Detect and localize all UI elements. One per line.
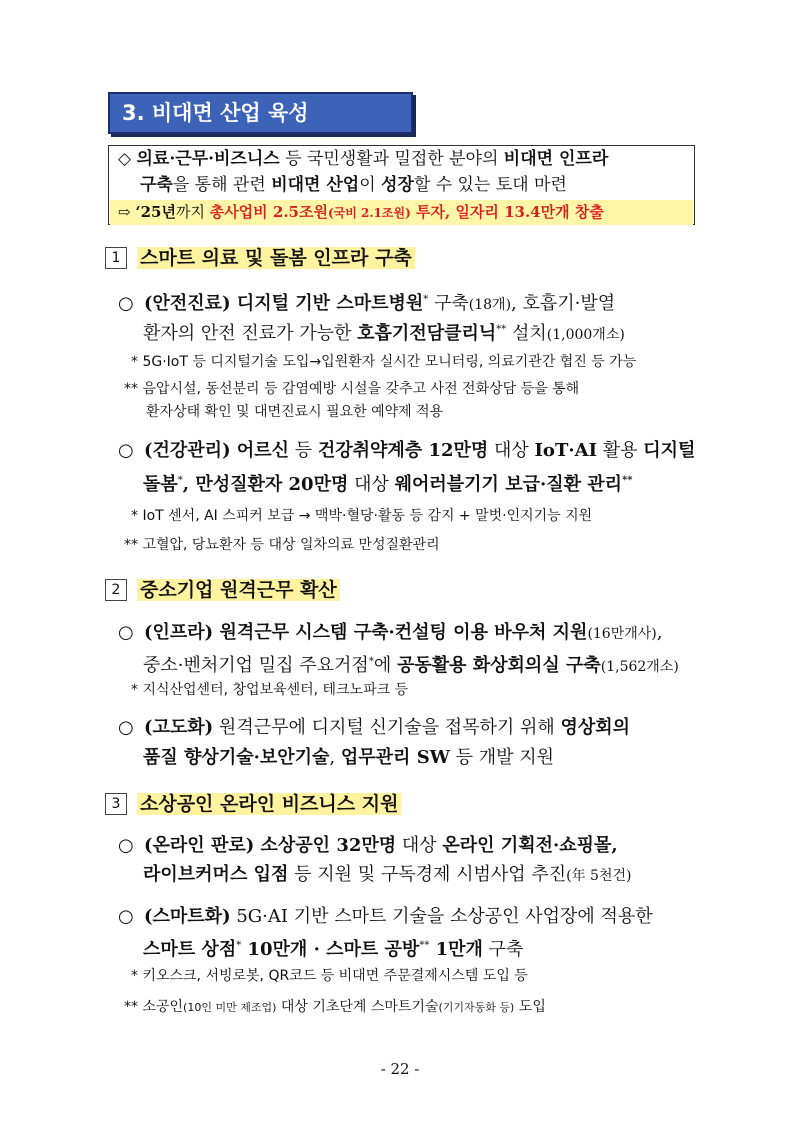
footnote: ** 소공인(10인 미만 제조업) 대상 기초단계 스마트기술(기기자동화 등) 도입 <box>124 999 546 1015</box>
bullet-line: ○ (인프라) 원격근무 시스템 구축·컨설팅 이용 바우처 지원(16만개사), <box>118 622 663 643</box>
bullet-line: 품질 향상기술·보안기술, 업무관리 SW 등 개발 지원 <box>143 747 555 768</box>
bullet-line: ○ (안전진료) 디지털 기반 스마트병원* 구축(18개), 호흡기·발열 <box>118 293 616 314</box>
page-title: 3. 비대면 산업 육성 <box>108 92 413 134</box>
arrow-right-icon: ⇨ <box>118 203 131 221</box>
bullet-line: ○ (건강관리) 어르신 등 건강취약계층 12만명 대상 IoT·AI 활용 디지털 <box>118 440 696 461</box>
footnote: * IoT 센서, AI 스피커 보급 → 맥박·혈당·활동 등 감지 + 말벗·인지기능 지원 <box>131 508 593 524</box>
section-heading-2: 2 중소기업 원격근무 확산 <box>105 577 340 603</box>
footnote: * 키오스크, 서빙로봇, QR코드 등 비대면 주문결제시스템 도입 등 <box>131 968 528 984</box>
section-heading-3: 3 소상공인 온라인 비즈니스 지원 <box>105 791 401 817</box>
page-number: - 22 - <box>380 1060 420 1078</box>
footnote: * 지식산업센터, 창업보육센터, 테크노파크 등 <box>131 682 409 698</box>
bullet-line: ○ (온라인 판로) 소상공인 32만명 대상 온라인 기획전·쇼핑몰, <box>118 835 618 856</box>
footnote: ** 음압시설, 동선분리 등 감염예방 시설을 갖추고 사전 전화상담 등을 통해 <box>124 381 580 397</box>
footnote: * 5G·IoT 등 디지털기술 도입→입원환자 실시간 모니터링, 의료기관간 협진 등 가능 <box>131 354 637 370</box>
bullet-line: 돌봄*, 만성질환자 20만명 대상 웨어러블기기 보급·질환 관리** <box>143 474 633 495</box>
bullet-line: 환자의 안전 진료가 가능한 호흡기전담클리닉** 설치(1,000개소) <box>143 323 625 344</box>
bullet-line: ○ (스마트화) 5G·AI 기반 스마트 기술을 소상공인 사업장에 적용한 <box>118 906 653 927</box>
summary-line-1: ◇ 의료·근무·비즈니스 등 국민생활과 밀접한 분야의 비대면 인프라 <box>118 149 609 169</box>
bullet-line: ○ (고도화) 원격근무에 디지털 신기술을 접목하기 위해 영상회의 <box>118 717 631 738</box>
footnote: 환자상태 확인 및 대면진료시 필요한 예약제 적용 <box>146 404 444 420</box>
diamond-icon: ◇ <box>118 149 132 169</box>
footnote: ** 고혈압, 당뇨환자 등 대상 일차의료 만성질환관리 <box>124 537 440 553</box>
bullet-line: 중소·벤처기업 밀집 주요거점*에 공동활용 화상회의실 구축(1,562개소) <box>143 655 679 676</box>
summary-line-3: ⇨ ‘25년까지 총사업비 2.5조원(국비 2.1조원) 투자, 일자리 13.4만개 창출 <box>110 200 693 225</box>
section-heading-1: 1 스마트 의료 및 돌봄 인프라 구축 <box>105 245 415 271</box>
summary-line-2: 구축을 통해 관련 비대면 산업이 성장할 수 있는 토대 마련 <box>140 175 567 195</box>
bullet-line: 라이브커머스 입점 등 지원 및 구독경제 시범사업 추진(年 5천건) <box>143 864 632 885</box>
bullet-line: 스마트 상점* 10만개 · 스마트 공방** 1만개 구축 <box>143 939 524 960</box>
